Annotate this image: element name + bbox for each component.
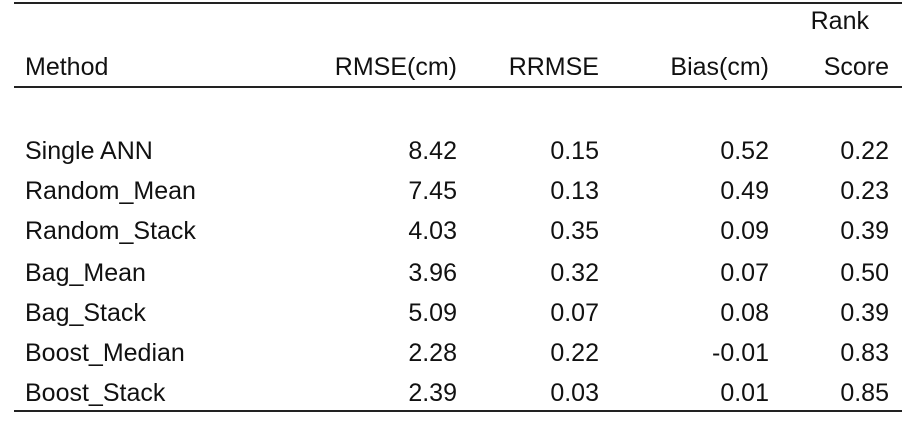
cell-rmse: 7.45: [408, 177, 457, 205]
cell-rank-score: 0.83: [840, 339, 889, 367]
cell-rmse: 4.03: [408, 217, 457, 245]
cell-rrmse: 0.03: [550, 379, 599, 407]
cell-bias: -0.01: [712, 339, 769, 367]
cell-rank-score: 0.23: [840, 177, 889, 205]
cell-rank-score: 0.39: [840, 217, 889, 245]
header-rmse: RMSE(cm): [334, 53, 457, 81]
table-row: [14, 298, 902, 332]
cell-rrmse: 0.35: [550, 217, 599, 245]
cell-bias: 0.09: [720, 217, 769, 245]
table-top-rule: [14, 2, 902, 4]
cell-rank-score: 0.22: [840, 137, 889, 165]
cell-method: Single ANN: [25, 137, 153, 165]
table-row: [14, 258, 902, 292]
cell-rrmse: 0.13: [550, 177, 599, 205]
cell-rank-score: 0.39: [840, 299, 889, 327]
header-rank-line1: Rank: [810, 7, 869, 35]
cell-rmse: 2.28: [408, 339, 457, 367]
cell-method: Bag_Mean: [25, 259, 146, 287]
cell-bias: 0.08: [720, 299, 769, 327]
cell-bias: 0.07: [720, 259, 769, 287]
cell-rank-score: 0.50: [840, 259, 889, 287]
table-row: [14, 176, 902, 210]
header-bias: Bias(cm): [670, 53, 769, 81]
cell-method: Random_Mean: [25, 177, 196, 205]
table-row: [14, 216, 902, 250]
cell-method: Bag_Stack: [25, 299, 146, 327]
cell-bias: 0.01: [720, 379, 769, 407]
header-method: Method: [25, 53, 109, 81]
table-row: [14, 338, 902, 372]
table-row: [14, 136, 902, 170]
cell-method: Random_Stack: [25, 217, 196, 245]
cell-bias: 0.52: [720, 137, 769, 165]
cell-rank-score: 0.85: [840, 379, 889, 407]
cell-rmse: 5.09: [408, 299, 457, 327]
cell-rrmse: 0.32: [550, 259, 599, 287]
results-table: [14, 0, 902, 432]
cell-method: Boost_Stack: [25, 379, 166, 407]
cell-rrmse: 0.07: [550, 299, 599, 327]
table-header-rule: [14, 86, 902, 88]
cell-rmse: 3.96: [408, 259, 457, 287]
header-rank-line2: Score: [823, 53, 889, 81]
cell-bias: 0.49: [720, 177, 769, 205]
table-bottom-rule: [14, 410, 902, 412]
cell-method: Boost_Median: [25, 339, 185, 367]
table-row: [14, 378, 902, 412]
header-rrmse: RRMSE: [508, 53, 599, 81]
cell-rmse: 8.42: [408, 137, 457, 165]
cell-rmse: 2.39: [408, 379, 457, 407]
cell-rrmse: 0.15: [550, 137, 599, 165]
cell-rrmse: 0.22: [550, 339, 599, 367]
